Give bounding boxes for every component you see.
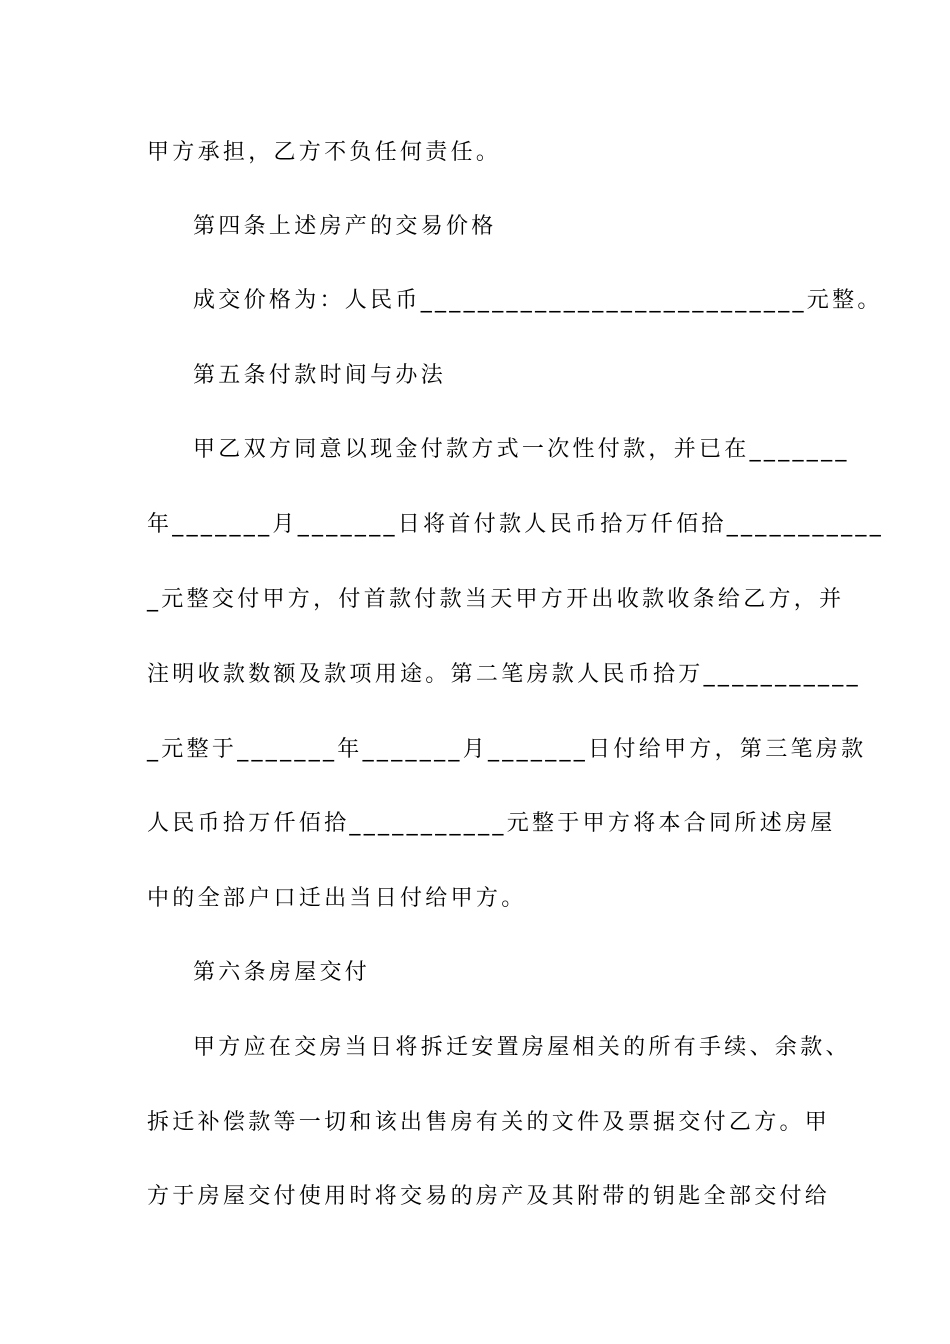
article-heading-6: 第六条房屋交付	[193, 960, 371, 985]
paragraph-line: 注明收款数额及款项用途。第二笔房款人民币拾万___________	[147, 662, 861, 687]
paragraph-line: 甲方应在交房当日将拆迁安置房屋相关的所有手续、余款、	[193, 1035, 851, 1060]
article-heading-5: 第五条付款时间与办法	[193, 363, 447, 388]
paragraph-line: 中的全部户口迁出当日付给甲方。	[147, 886, 527, 911]
paragraph-line: 年_______月_______日将首付款人民币拾万仟佰拾___________	[147, 512, 885, 537]
paragraph-line: 甲方承担，乙方不负任何责任。	[147, 140, 502, 165]
paragraph-line: _元整于_______年_______月_______日付给甲方，第三笔房款	[147, 737, 867, 762]
paragraph-line: 人民币拾万仟佰拾___________元整于甲方将本合同所述房屋	[147, 811, 836, 836]
paragraph-line: 拆迁补偿款等一切和该出售房有关的文件及票据交付乙方。甲	[147, 1110, 831, 1135]
article-heading-4: 第四条上述房产的交易价格	[193, 214, 497, 239]
paragraph-line: 成交价格为：人民币___________________________元整。	[193, 288, 883, 313]
paragraph-line: _元整交付甲方，付首款付款当天甲方开出收款收条给乙方，并	[147, 587, 845, 612]
paragraph-line: 甲乙双方同意以现金付款方式一次性付款，并已在_______	[193, 437, 850, 462]
paragraph-line: 方于房屋交付使用时将交易的房产及其附带的钥匙全部交付给	[147, 1184, 831, 1209]
